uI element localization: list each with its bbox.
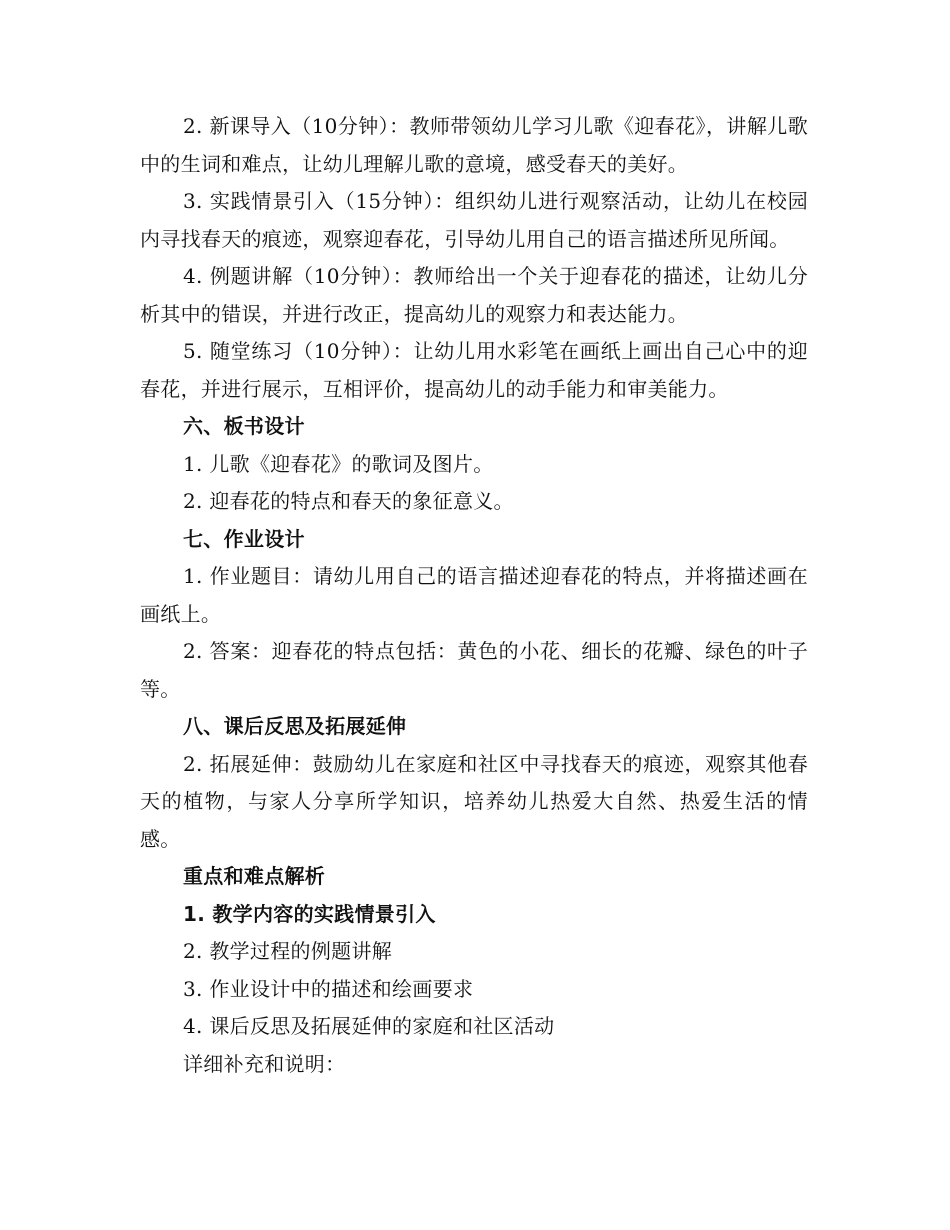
key-point-item-4: 4. 课后反思及拓展延伸的家庭和社区活动	[183, 1014, 555, 1038]
heading-key-points: 重点和难点解析	[183, 864, 326, 888]
paragraph-new-lesson-intro: 2. 新课导入（10分钟）：教师带领幼儿学习儿歌《迎春花》，讲解儿歌中的生词和难点，让幼儿理解儿歌的意境，感受春天的美好。	[140, 114, 808, 176]
key-point-item-3: 3. 作业设计中的描述和绘画要求	[183, 976, 474, 1001]
paragraph-extension: 2. 拓展延伸：鼓励幼儿在家庭和社区中寻找春天的痕迹，观察其他春天的植物，与家人分享所学知识，培养幼儿热爱大自然、热爱生活的情感。	[140, 751, 808, 851]
paragraph-example-explanation: 4. 例题讲解（10分钟）：教师给出一个关于迎春花的描述，让幼儿分析其中的错误，并进行改正，提高幼儿的观察力和表达能力。	[140, 264, 808, 326]
paragraph-homework-question: 1. 作业题目：请幼儿用自己的语言描述迎春花的特点，并将描述画在画纸上。	[140, 564, 808, 626]
key-point-item-1: 1. 教学内容的实践情景引入	[183, 901, 436, 926]
heading-blackboard-design: 六、板书设计	[183, 414, 305, 438]
paragraph-blackboard-item-1: 1. 儿歌《迎春花》的歌词及图片。	[183, 451, 494, 476]
key-point-item-2: 2. 教学过程的例题讲解	[183, 939, 393, 963]
heading-homework-design: 七、作业设计	[183, 526, 305, 551]
paragraph-blackboard-item-2: 2. 迎春花的特点和春天的象征意义。	[183, 489, 514, 513]
paragraph-detailed-notes: 详细补充和说明：	[183, 1051, 346, 1076]
heading-reflection-extension: 八、课后反思及拓展延伸	[183, 714, 407, 738]
paragraph-homework-answer: 2. 答案：迎春花的特点包括：黄色的小花、细长的花瓣、绿色的叶子等。	[140, 639, 808, 701]
document-page	[140, 108, 808, 1083]
paragraph-classroom-practice: 5. 随堂练习（10分钟）：让幼儿用水彩笔在画纸上画出自己心中的迎春花，并进行展示，互相评价，提高幼儿的动手能力和审美能力。	[140, 339, 808, 401]
paragraph-practice-scenario: 3. 实践情景引入（15分钟）：组织幼儿进行观察活动，让幼儿在校园内寻找春天的痕迹，观察迎春花，引导幼儿用自己的语言描述所见所闻。	[140, 189, 808, 251]
